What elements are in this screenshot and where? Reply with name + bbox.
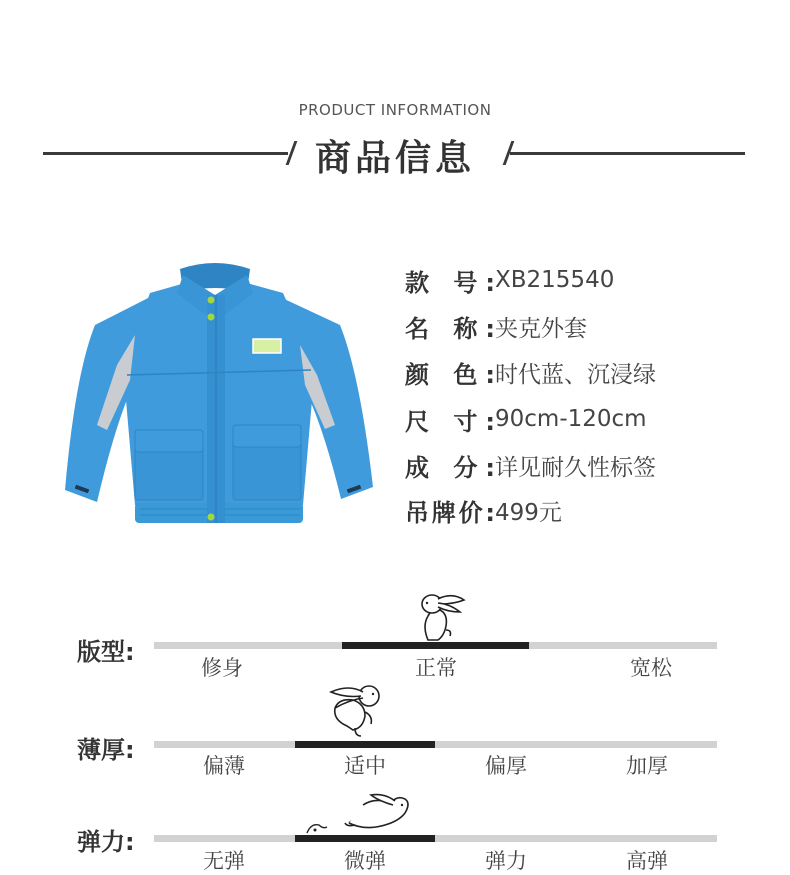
scale-segment-selected — [342, 642, 529, 649]
info-row-price — [405, 495, 562, 525]
scale-segment — [576, 741, 717, 748]
info-label: 颜 色: — [405, 360, 495, 389]
scale-segment — [154, 835, 295, 842]
info-value: 时代蓝、沉浸绿 — [495, 361, 656, 388]
info-label: 尺 寸: — [405, 407, 495, 436]
scale-segment — [576, 835, 717, 842]
scale-option: 高弹 — [626, 849, 668, 873]
info-row-color — [405, 357, 656, 387]
info-label: 名 称: — [405, 314, 495, 343]
info-value: 详见耐久性标签 — [495, 454, 656, 481]
info-value: 499元 — [495, 499, 562, 526]
info-value: 90cm-120cm — [495, 406, 647, 432]
scale-option: 修身 — [201, 656, 243, 680]
elasticity-scale — [0, 775, 790, 873]
scale-label: 版型: — [77, 638, 135, 666]
info-row-style-number — [405, 265, 614, 295]
scale-option: 弹力 — [485, 849, 527, 873]
scale-option: 偏薄 — [203, 754, 245, 778]
scale-segment — [529, 642, 717, 649]
jumping-rabbit-icon — [305, 793, 420, 837]
info-value: 夹克外套 — [495, 315, 587, 342]
fit-scale — [0, 590, 790, 680]
thickness-scale — [0, 680, 790, 778]
scale-segment — [154, 741, 295, 748]
scale-option: 偏厚 — [485, 754, 527, 778]
scale-segment — [435, 835, 576, 842]
info-row-name — [405, 311, 587, 341]
info-label: 吊牌价: — [405, 498, 495, 527]
info-row-size — [405, 404, 647, 434]
scale-label: 薄厚: — [77, 736, 135, 764]
scale-option: 微弹 — [344, 849, 386, 873]
section-subtitle: PRODUCT INFORMATION — [298, 101, 492, 119]
product-image — [55, 255, 380, 530]
sitting-rabbit-icon — [410, 590, 470, 642]
scale-segment — [435, 741, 576, 748]
info-row-composition — [405, 450, 656, 480]
info-label: 成 分: — [405, 453, 495, 482]
scale-segment — [154, 642, 342, 649]
section-title: 商品信息 — [314, 138, 475, 179]
scale-option: 正常 — [415, 656, 457, 680]
scale-option: 适中 — [344, 754, 386, 778]
scale-option: 宽松 — [630, 656, 672, 680]
title-rule-right — [510, 152, 745, 155]
scale-option: 加厚 — [626, 754, 668, 778]
scale-option: 无弹 — [203, 849, 245, 873]
info-label: 款 号: — [405, 268, 495, 297]
scale-label: 弹力: — [77, 828, 135, 856]
info-value: XB215540 — [495, 267, 615, 293]
hopping-rabbit-icon — [325, 682, 385, 738]
scale-segment-selected — [295, 741, 435, 748]
